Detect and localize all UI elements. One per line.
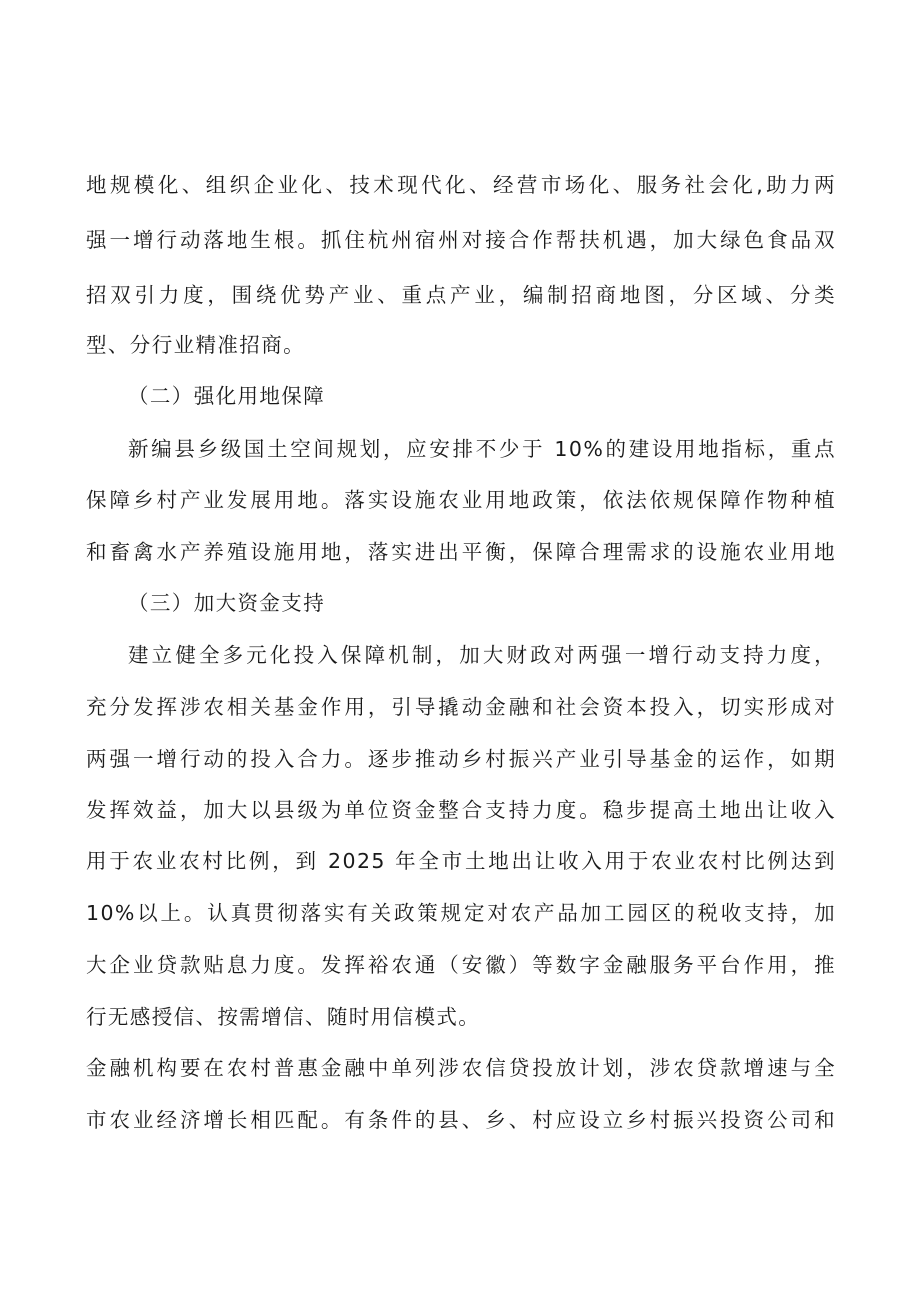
paragraph-line: 招双引力度，围绕优势产业、重点产业，编制招商地图，分区域、分类: [86, 283, 836, 307]
paragraph-line: 金融机构要在农村普惠金融中单列涉农信贷投放计划，涉农贷款增速与全: [86, 1056, 836, 1080]
paragraph-line: 发挥效益，加大以县级为单位资金整合支持力度。稳步提高土地出让收入: [86, 798, 836, 822]
paragraph-line: 用于农业农村比例，到 2025 年全市土地出让收入用于农业农村比例达到: [86, 849, 836, 873]
paragraph-line: 充分发挥涉农相关基金作用，引导撬动金融和社会资本投入，切实形成对: [86, 695, 836, 719]
section-heading: （三）加大资金支持: [128, 591, 326, 615]
paragraph-line: 新编县乡级国土空间规划，应安排不少于 10%的建设用地指标，重点: [128, 437, 836, 461]
paragraph-line: 大企业贷款贴息力度。发挥裕农通（安徽）等数字金融服务平台作用，推: [86, 953, 836, 977]
paragraph-line: 强一增行动落地生根。抓住杭州宿州对接合作帮扶机遇，加大绿色食品双: [86, 228, 836, 252]
paragraph-line: 10%以上。认真贯彻落实有关政策规定对农产品加工园区的税收支持，加: [86, 901, 836, 925]
paragraph-line: 两强一增行动的投入合力。逐步推动乡村振兴产业引导基金的运作，如期: [86, 747, 836, 771]
paragraph-line: 型、分行业精准招商。: [86, 333, 305, 357]
paragraph-line: 地规模化、组织企业化、技术现代化、经营市场化、服务社会化,助力两: [86, 173, 836, 197]
paragraph-line: 保障乡村产业发展用地。落实设施农业用地政策，依法依规保障作物种植: [86, 488, 836, 512]
paragraph-line: 和畜禽水产养殖设施用地，落实进出平衡，保障合理需求的设施农业用地: [86, 540, 836, 564]
paragraph-line: 行无感授信、按需增信、随时用信模式。: [86, 1005, 481, 1029]
paragraph-line: 市农业经济增长相匹配。有条件的县、乡、村应设立乡村振兴投资公司和: [86, 1108, 836, 1132]
section-heading: （二）强化用地保障: [128, 384, 326, 408]
paragraph-line: 建立健全多元化投入保障机制，加大财政对两强一增行动支持力度，: [128, 643, 836, 667]
